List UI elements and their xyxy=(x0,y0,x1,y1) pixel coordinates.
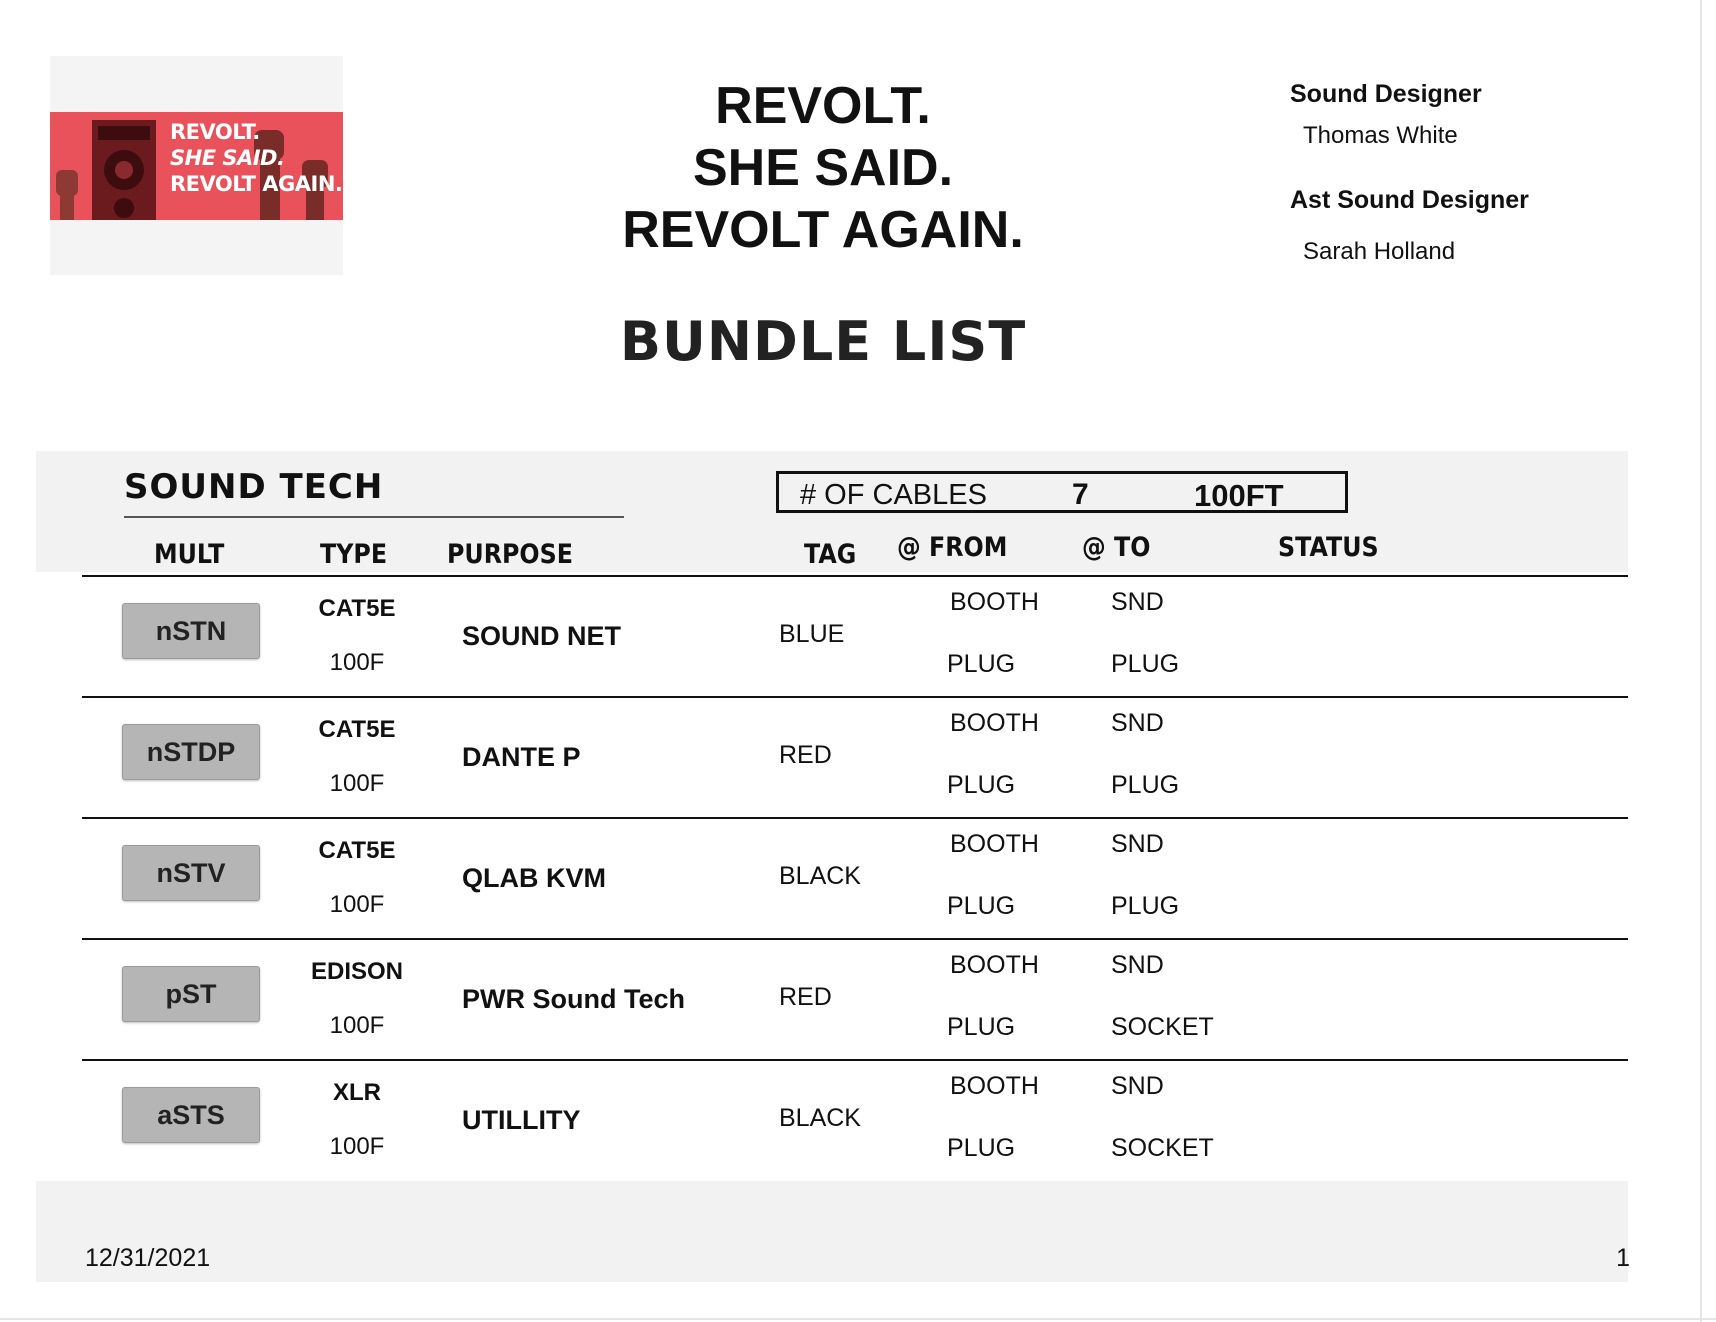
logo-text-line-2: SHE SAID. xyxy=(170,146,285,170)
mult-button[interactable]: nSTV xyxy=(122,845,260,901)
logo-banner xyxy=(50,112,343,220)
cable-tag: RED xyxy=(779,741,832,769)
row-divider xyxy=(82,1059,1628,1061)
to-connector: PLUG xyxy=(1111,771,1180,799)
section-title: SOUND TECH xyxy=(124,467,384,507)
to-location: SND xyxy=(1111,1072,1164,1100)
cable-purpose: PWR Sound Tech xyxy=(462,984,685,1014)
cable-type: CAT5E xyxy=(318,716,396,743)
credit-name-sound-designer: Thomas White xyxy=(1303,122,1458,149)
cable-type: EDISON xyxy=(310,958,403,985)
column-header-purpose: PURPOSE xyxy=(447,539,573,570)
credit-role-sound-designer: Sound Designer xyxy=(1290,80,1482,108)
to-connector: PLUG xyxy=(1111,650,1180,678)
to-connector: PLUG xyxy=(1111,892,1180,920)
column-header-tag: TAG xyxy=(804,539,857,570)
cable-purpose: UTILLITY xyxy=(462,1105,581,1135)
from-connector: PLUG xyxy=(947,1134,1016,1162)
table-row xyxy=(82,696,1628,817)
cable-length-value: 100FT xyxy=(1194,478,1284,513)
column-header-from: @ FROM xyxy=(897,532,1008,563)
cable-tag: BLACK xyxy=(779,1104,861,1132)
to-connector: SOCKET xyxy=(1111,1013,1214,1041)
table-row xyxy=(82,1059,1628,1180)
page-number: 1 xyxy=(1616,1244,1630,1272)
table-row xyxy=(82,575,1628,696)
row-divider xyxy=(82,938,1628,940)
cable-type: XLR xyxy=(333,1079,381,1106)
logo-text-line-1: REVOLT. xyxy=(170,120,260,144)
cable-count-label: # OF CABLES xyxy=(800,479,987,511)
cable-type: CAT5E xyxy=(318,837,396,864)
from-location: BOOTH xyxy=(950,709,1039,737)
cable-tag: RED xyxy=(779,983,832,1011)
show-title-line-2: SHE SAID. xyxy=(692,139,954,197)
show-title-line-1: REVOLT. xyxy=(715,77,931,135)
credit-name-ast-sound-designer: Sarah Holland xyxy=(1303,238,1456,265)
mult-button[interactable]: nSTN xyxy=(122,603,260,659)
cable-tag: BLUE xyxy=(779,620,845,648)
to-location: SND xyxy=(1111,709,1164,737)
mult-button[interactable]: aSTS xyxy=(122,1087,260,1143)
cable-purpose: DANTE P xyxy=(462,742,581,772)
cable-purpose: SOUND NET xyxy=(462,621,622,651)
cable-type: CAT5E xyxy=(318,595,396,622)
section-underline xyxy=(124,516,624,518)
column-header-status: STATUS xyxy=(1278,532,1379,563)
from-location: BOOTH xyxy=(950,830,1039,858)
cable-length: 100F xyxy=(329,649,385,676)
cable-tag: BLACK xyxy=(779,862,861,890)
column-header-type: TYPE xyxy=(320,539,388,570)
column-header-to: @ TO xyxy=(1082,532,1151,563)
footer-date: 12/31/2021 xyxy=(85,1244,211,1272)
from-location: BOOTH xyxy=(950,1072,1039,1100)
from-connector: PLUG xyxy=(947,1013,1016,1041)
page-title: BUNDLE LIST xyxy=(619,310,1027,373)
column-header-mult: MULT xyxy=(154,539,225,570)
from-connector: PLUG xyxy=(947,650,1016,678)
cable-length: 100F xyxy=(329,1012,385,1039)
to-location: SND xyxy=(1111,830,1164,858)
from-location: BOOTH xyxy=(950,951,1039,979)
mult-button[interactable]: pST xyxy=(122,966,260,1022)
table-row xyxy=(82,817,1628,938)
table-row xyxy=(82,938,1628,1059)
cable-purpose: QLAB KVM xyxy=(462,863,606,893)
to-connector: SOCKET xyxy=(1111,1134,1214,1162)
row-divider xyxy=(82,696,1628,698)
from-connector: PLUG xyxy=(947,892,1016,920)
cable-count-value: 7 xyxy=(1072,478,1089,511)
cable-length: 100F xyxy=(329,891,385,918)
page-edge-bottom xyxy=(0,1318,1716,1320)
from-location: BOOTH xyxy=(950,588,1039,616)
from-connector: PLUG xyxy=(947,771,1016,799)
cable-length: 100F xyxy=(329,1133,385,1160)
logo-text-line-3: REVOLT AGAIN. xyxy=(170,172,343,196)
row-divider xyxy=(82,817,1628,819)
to-location: SND xyxy=(1111,951,1164,979)
row-divider xyxy=(82,575,1628,577)
footer-band xyxy=(36,1181,1628,1282)
show-title-line-3: REVOLT AGAIN. xyxy=(622,201,1024,259)
mult-button[interactable]: nSTDP xyxy=(122,724,260,780)
cable-length: 100F xyxy=(329,770,385,797)
credit-role-ast-sound-designer: Ast Sound Designer xyxy=(1290,186,1529,214)
page-edge-right xyxy=(1700,0,1702,1322)
to-location: SND xyxy=(1111,588,1164,616)
